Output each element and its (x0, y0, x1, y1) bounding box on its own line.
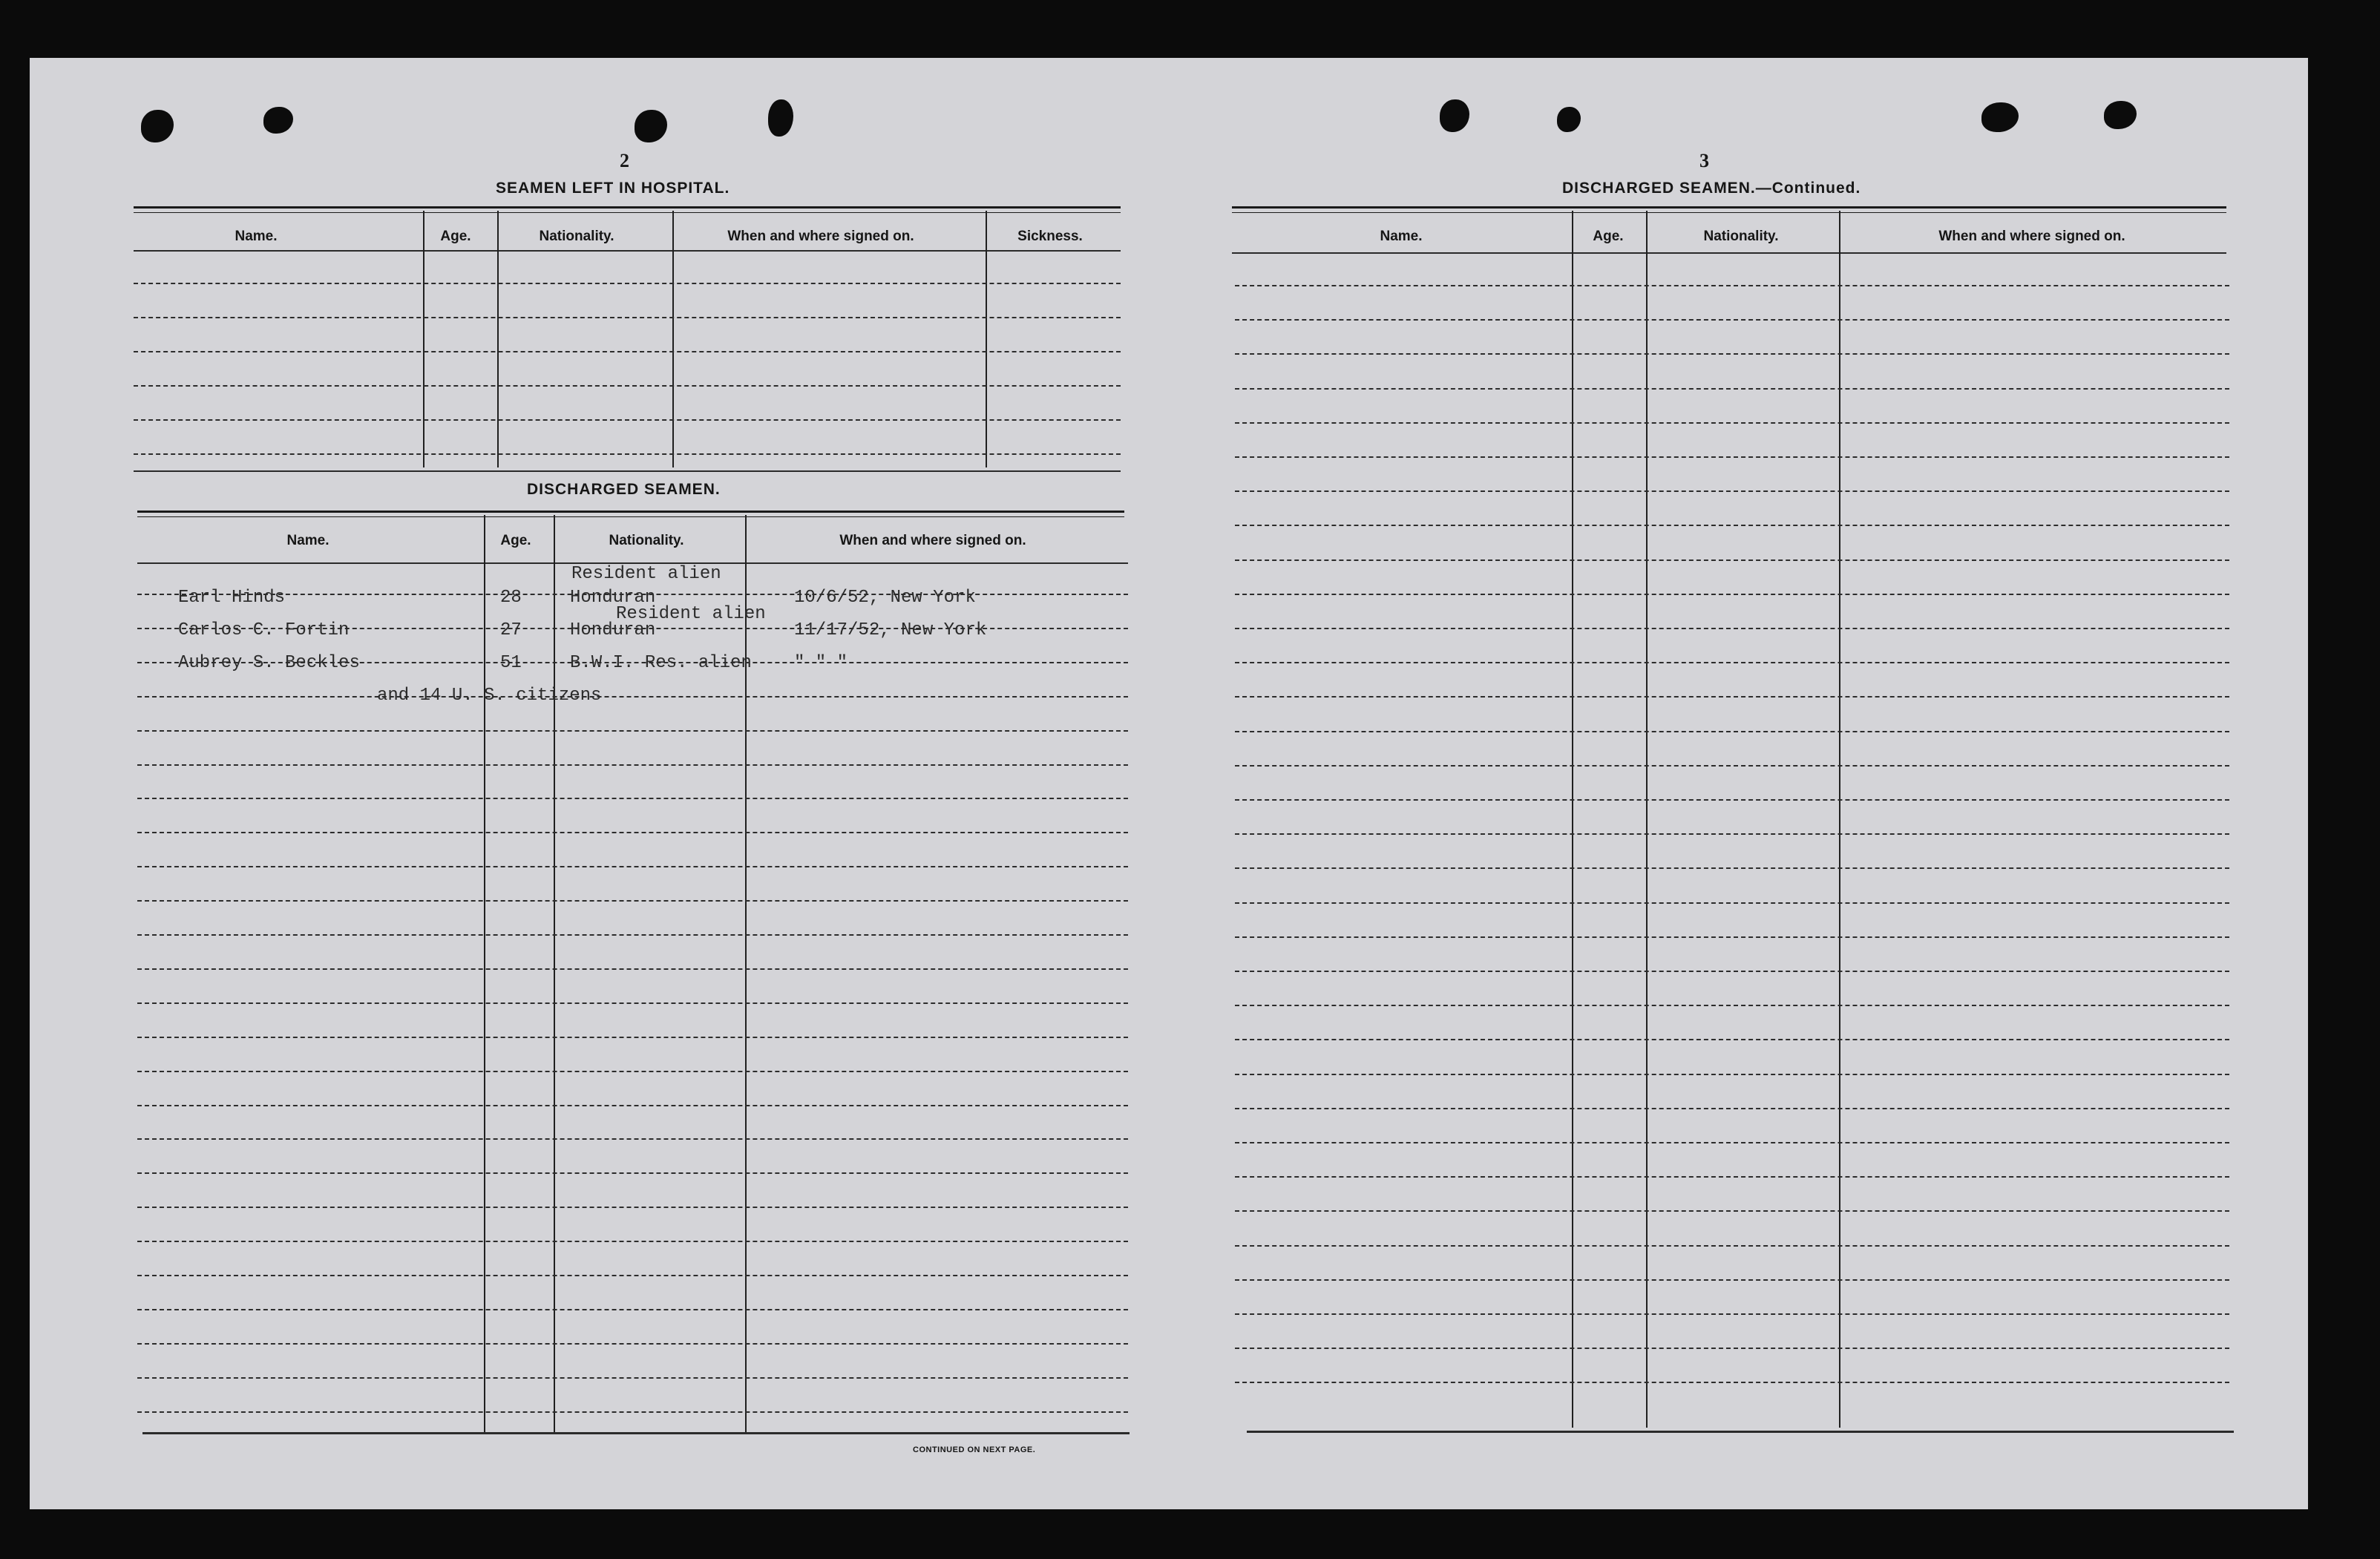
discharged-header-name: Name. (286, 533, 330, 548)
discharged-continued-title: DISCHARGED SEAMEN.—Continued. (1562, 180, 1861, 197)
page-number: 2 (620, 150, 629, 171)
row-line (1235, 799, 2229, 801)
continued-note: CONTINUED ON NEXT PAGE. (913, 1445, 1036, 1454)
hospital-header-signed-on: When and where signed on. (727, 229, 914, 244)
row-3-nationality: B.W.I. Res. alien (570, 653, 752, 673)
row-line (1235, 1279, 2229, 1281)
row-line (137, 1377, 1128, 1379)
right-bottom-rule (1247, 1431, 2234, 1433)
row-line (1235, 1348, 2229, 1349)
row-1-nationality-note: Resident alien (571, 564, 721, 584)
row-line (137, 1309, 1128, 1310)
hospital-divider (497, 211, 499, 467)
row-line (1235, 1074, 2229, 1075)
row-line (1235, 1108, 2229, 1109)
hospital-divider (423, 211, 424, 467)
row-line (1235, 319, 2229, 321)
row-line (137, 866, 1128, 867)
row-line (1235, 388, 2229, 390)
row-line (1235, 867, 2229, 869)
row-line (1235, 525, 2229, 526)
row-line (137, 764, 1128, 766)
discharged-divider (484, 515, 485, 1432)
row-line (137, 1343, 1128, 1345)
discharged-top-rule (137, 511, 1124, 517)
row-1-age: 28 (500, 588, 522, 608)
row-line (137, 1071, 1128, 1072)
right-page (1232, 102, 2256, 1483)
hospital-header-sickness: Sickness. (1017, 229, 1083, 244)
discharged-header-signed-on: When and where signed on. (839, 533, 1026, 548)
row-3-age: 51 (500, 653, 522, 673)
hospital-row-line (134, 419, 1121, 421)
hospital-bottom-rule (134, 470, 1121, 472)
right-header-nationality: Nationality. (1703, 229, 1779, 244)
row-line (1235, 1382, 2229, 1383)
citizens-summary: and 14 U. S. citizens (377, 686, 602, 706)
hospital-header-name: Name. (235, 229, 278, 244)
row-line (1235, 628, 2229, 629)
row-line (1235, 594, 2229, 595)
document-sheet (30, 58, 2308, 1509)
row-line (1235, 1039, 2229, 1040)
row-line (1235, 696, 2229, 698)
row-2-name: Carlos C. Fortin (178, 620, 350, 640)
row-1-nationality: Honduran (570, 588, 656, 608)
row-line (1235, 1313, 2229, 1315)
row-line (137, 798, 1128, 799)
row-line (1235, 902, 2229, 904)
row-line (1235, 285, 2229, 286)
hospital-divider (672, 211, 674, 467)
row-2-nationality: Honduran (570, 620, 656, 640)
hospital-top-rule (134, 206, 1121, 213)
hospital-row-line (134, 351, 1121, 352)
row-1-signed-on: 10/6/52, New York (794, 588, 976, 608)
discharged-header-nationality: Nationality. (609, 533, 684, 548)
hospital-row-line (134, 283, 1121, 284)
row-line (137, 1002, 1128, 1004)
right-top-rule (1232, 206, 2226, 213)
right-header-signed-on: When and where signed on. (1938, 229, 2125, 244)
row-line (1235, 1176, 2229, 1178)
row-line (137, 832, 1128, 833)
discharged-header-age: Age. (500, 533, 531, 548)
right-header-rule (1232, 252, 2226, 254)
row-2-signed-on: 11/17/52, New York (794, 620, 987, 640)
row-line (137, 900, 1128, 902)
row-line (137, 1241, 1128, 1242)
hospital-row-line (134, 317, 1121, 318)
hospital-row-line (134, 385, 1121, 387)
row-line (1235, 353, 2229, 355)
hospital-header-nationality: Nationality. (539, 229, 614, 244)
row-2-nationality-note: Resident alien (616, 604, 766, 624)
right-header-age: Age. (1593, 229, 1624, 244)
hospital-header-rule (134, 250, 1121, 252)
row-3-name: Aubrey S. Beckles (178, 653, 360, 673)
discharged-section-title: DISCHARGED SEAMEN. (527, 481, 721, 498)
row-line (137, 730, 1128, 732)
row-line (1235, 1005, 2229, 1006)
row-line (1235, 662, 2229, 663)
row-line (1235, 1245, 2229, 1247)
page-number: 3 (1699, 150, 1709, 171)
hospital-divider (986, 211, 987, 467)
row-line (137, 696, 1128, 698)
row-line (1235, 731, 2229, 732)
row-line (1235, 422, 2229, 424)
row-1-name: Earl Hinds (178, 588, 286, 608)
row-line (1235, 833, 2229, 835)
discharged-bottom-rule (142, 1432, 1130, 1434)
row-line (137, 1105, 1128, 1106)
discharged-divider (554, 515, 555, 1432)
row-line (137, 1172, 1128, 1174)
row-line (137, 1037, 1128, 1038)
row-line (1235, 456, 2229, 458)
row-line (1235, 936, 2229, 938)
row-line (1235, 1142, 2229, 1143)
row-line (1235, 1210, 2229, 1212)
hospital-section-title: SEAMEN LEFT IN HOSPITAL. (496, 180, 730, 197)
row-2-age: 27 (500, 620, 522, 640)
row-line (1235, 490, 2229, 492)
row-line (137, 1275, 1128, 1276)
row-line (1235, 559, 2229, 561)
hospital-header-age: Age. (440, 229, 471, 244)
row-line (1235, 765, 2229, 767)
row-line (137, 1207, 1128, 1208)
row-line (137, 1411, 1128, 1413)
left-page (134, 102, 1128, 1483)
row-line (1235, 971, 2229, 972)
right-header-name: Name. (1380, 229, 1423, 244)
row-line (137, 968, 1128, 970)
row-line (137, 1138, 1128, 1140)
row-3-signed-on: " " " (794, 653, 848, 673)
hospital-row-line (134, 453, 1121, 455)
row-line (137, 934, 1128, 936)
